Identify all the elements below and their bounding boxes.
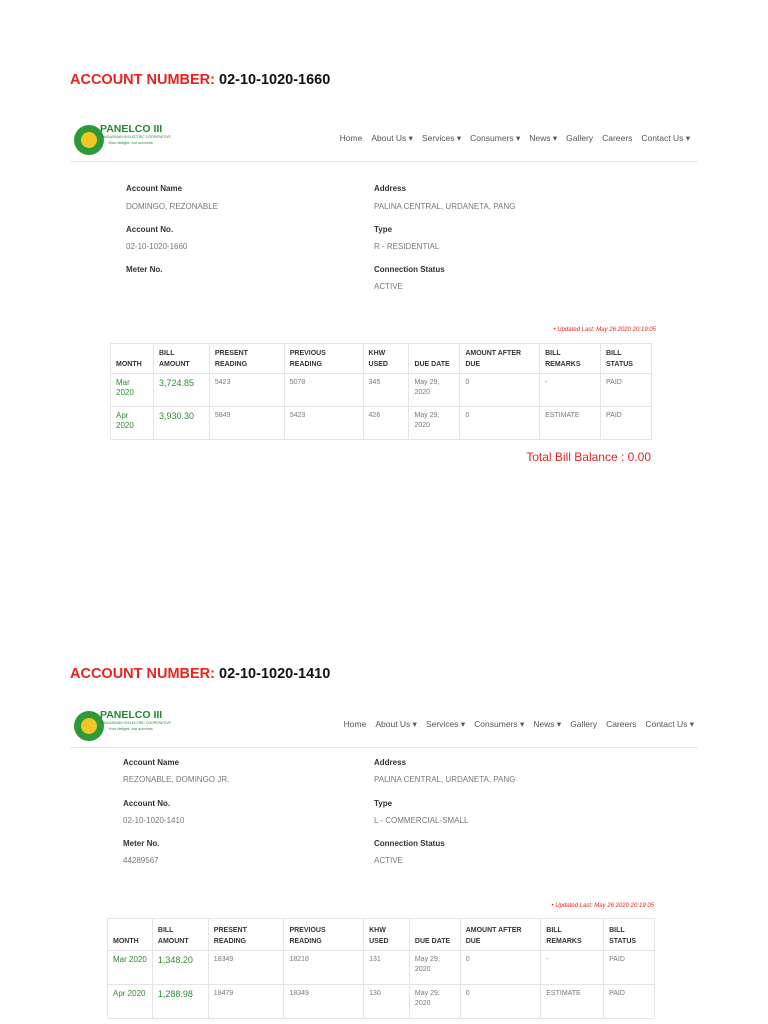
- connection-status-value: ACTIVE: [374, 282, 403, 291]
- nav-about-us[interactable]: About Us ▾: [371, 133, 413, 143]
- table-row: [108, 951, 655, 985]
- col-bill-amount: BILL AMOUNT: [152, 919, 208, 951]
- col-bill-remarks: BILL REMARKS: [541, 919, 604, 951]
- cell-amount-after-due: 0: [460, 407, 540, 440]
- bills-table: [107, 918, 655, 1019]
- nav-home[interactable]: Home: [339, 133, 363, 143]
- cell-month: Apr 2020: [108, 985, 153, 1019]
- cell-bill-remarks: -: [541, 951, 604, 985]
- cell-bill-status: PAID: [601, 374, 652, 407]
- connection-status-label: Connection Status: [374, 265, 445, 274]
- col-present-reading: PRESENT READING: [208, 919, 284, 951]
- table-row: [108, 985, 655, 1019]
- meter-no-label: Meter No.: [123, 839, 160, 848]
- updated-timestamp: • Updated Last: May 26 2020 20:19:05: [553, 327, 656, 333]
- connection-status-value: ACTIVE: [374, 856, 403, 865]
- account-no-value: 02-10-1020-1660: [126, 242, 188, 251]
- type-value: L - COMMERCIAL-SMALL: [374, 816, 469, 825]
- type-value: R - RESIDENTIAL: [374, 242, 440, 251]
- account-no-label: Account No.: [123, 799, 171, 808]
- nav-careers[interactable]: Careers: [602, 133, 633, 143]
- col-previous-reading: PREVIOUS READING: [284, 344, 363, 374]
- total-bill-balance: Total Bill Balance : 0.00: [526, 450, 651, 464]
- cell-khw-used: 130: [364, 985, 410, 1019]
- account-no-value: 02-10-1020-1410: [123, 816, 185, 825]
- nav-careers[interactable]: Careers: [606, 719, 637, 729]
- address-value: PALINA CENTRAL, URDANETA, PANG: [374, 202, 516, 211]
- site-header: [70, 119, 698, 162]
- nav-news[interactable]: News ▾: [529, 133, 558, 143]
- logo-subtitle: PANGASINAN III ELECTRIC COOPERATIVE: [100, 135, 171, 139]
- cell-month: Mar 2020: [111, 374, 154, 407]
- table-row: [111, 407, 652, 440]
- cell-bill-remarks: -: [540, 374, 601, 407]
- cell-month: Apr 2020: [111, 407, 154, 440]
- col-amount-after-due: AMOUNT AFTER DUE: [460, 919, 541, 951]
- cell-bill-amount: 3,724.85: [153, 374, 209, 407]
- meter-no-value: 44289567: [123, 856, 159, 865]
- cell-due-date: May 29, 2020: [409, 374, 460, 407]
- account-name-label: Account Name: [126, 184, 183, 193]
- table-header-row: [108, 919, 655, 951]
- col-present-reading: PRESENT READING: [209, 344, 284, 374]
- cell-present-reading: 18349: [208, 951, 284, 985]
- cell-previous-reading: 18218: [284, 951, 364, 985]
- account-number-value: 02-10-1020-1410: [219, 666, 331, 682]
- col-khw-used: KHW USED: [364, 919, 410, 951]
- col-khw-used: KHW USED: [363, 344, 409, 374]
- col-bill-status: BILL STATUS: [604, 919, 655, 951]
- connection-status-label: Connection Status: [374, 839, 445, 848]
- site-header: [70, 705, 698, 748]
- nav-services[interactable]: Services ▾: [421, 133, 462, 143]
- cell-month: Mar 2020: [108, 951, 153, 985]
- cell-bill-status: PAID: [604, 985, 655, 1019]
- address-label: Address: [374, 184, 407, 193]
- account-no-label: Account No.: [126, 225, 174, 234]
- nav-gallery[interactable]: Gallery: [570, 719, 598, 729]
- cell-khw-used: 345: [363, 374, 409, 407]
- account-name-value: DOMINGO, REZONABLE: [126, 202, 219, 211]
- col-bill-amount: BILL AMOUNT: [153, 344, 209, 374]
- cell-previous-reading: 18349: [284, 985, 364, 1019]
- nav-gallery[interactable]: Gallery: [566, 133, 594, 143]
- cell-previous-reading: 5423: [284, 407, 363, 440]
- col-bill-remarks: BILL REMARKS: [540, 344, 601, 374]
- nav-news[interactable]: News ▾: [533, 719, 562, 729]
- type-label: Type: [374, 225, 393, 234]
- cell-amount-after-due: 0: [460, 951, 541, 985]
- col-due-date: DUE DATE: [409, 344, 460, 374]
- cell-amount-after-due: 0: [460, 374, 540, 407]
- account-number-heading: [70, 666, 330, 682]
- cell-khw-used: 426: [363, 407, 409, 440]
- col-amount-after-due: AMOUNT AFTER DUE: [460, 344, 540, 374]
- account-name-label: Account Name: [123, 758, 180, 767]
- cell-bill-amount: 1,348.20: [152, 951, 208, 985]
- address-label: Address: [374, 758, 407, 767]
- cell-present-reading: 5423: [209, 374, 284, 407]
- col-month: MONTH: [111, 344, 154, 374]
- account-number-value: 02-10-1020-1660: [219, 72, 331, 88]
- account-number-label: ACCOUNT NUMBER:: [70, 72, 215, 88]
- nav-contact-us[interactable]: Contact Us ▾: [641, 133, 690, 143]
- meter-no-label: Meter No.: [126, 265, 163, 274]
- nav-services[interactable]: Services ▾: [425, 719, 466, 729]
- cell-present-reading: 18479: [208, 985, 284, 1019]
- account-number-label: ACCOUNT NUMBER:: [70, 666, 215, 682]
- col-previous-reading: PREVIOUS READING: [284, 919, 364, 951]
- nav-consumers[interactable]: Consumers ▾: [470, 133, 521, 143]
- type-label: Type: [374, 799, 393, 808]
- address-value: PALINA CENTRAL, URDANETA, PANG: [374, 775, 516, 784]
- table-header-row: [111, 344, 652, 374]
- cell-bill-status: PAID: [604, 951, 655, 985]
- main-nav: [344, 719, 694, 730]
- main-nav: [340, 133, 690, 144]
- account-name-value: REZONABLE, DOMINGO JR.: [123, 775, 230, 784]
- cell-bill-remarks: ESTIMATE: [541, 985, 604, 1019]
- account-number-heading: [70, 72, 330, 88]
- cell-previous-reading: 5078: [284, 374, 363, 407]
- col-month: MONTH: [108, 919, 153, 951]
- logo-tagline: Your delight, our success: [108, 726, 153, 731]
- bills-table: [110, 343, 652, 440]
- cell-bill-remarks: ESTIMATE: [540, 407, 601, 440]
- cell-due-date: May 29, 2020: [409, 951, 460, 985]
- logo-tagline: Your delight, our success: [108, 140, 153, 145]
- table-row: [111, 374, 652, 407]
- cell-bill-amount: 3,930.30: [153, 407, 209, 440]
- cell-khw-used: 131: [364, 951, 410, 985]
- cell-amount-after-due: 0: [460, 985, 541, 1019]
- col-bill-status: BILL STATUS: [601, 344, 652, 374]
- nav-about-us[interactable]: About Us ▾: [375, 719, 417, 729]
- nav-contact-us[interactable]: Contact Us ▾: [645, 719, 694, 729]
- cell-bill-status: PAID: [601, 407, 652, 440]
- logo-subtitle: PANGASINAN III ELECTRIC COOPERATIVE: [100, 721, 171, 725]
- cell-due-date: May 29, 2020: [409, 985, 460, 1019]
- panelco-logo[interactable]: [70, 123, 190, 157]
- nav-consumers[interactable]: Consumers ▾: [474, 719, 525, 729]
- cell-present-reading: 5849: [209, 407, 284, 440]
- nav-home[interactable]: Home: [343, 719, 367, 729]
- updated-timestamp: • Updated Last: May 26 2020 20:19:05: [551, 903, 654, 909]
- cell-bill-amount: 1,288.98: [152, 985, 208, 1019]
- cell-due-date: May 29, 2020: [409, 407, 460, 440]
- panelco-logo[interactable]: [70, 709, 190, 743]
- logo-name: PANELCO III: [100, 709, 163, 721]
- col-due-date: DUE DATE: [409, 919, 460, 951]
- logo-name: PANELCO III: [100, 123, 163, 135]
